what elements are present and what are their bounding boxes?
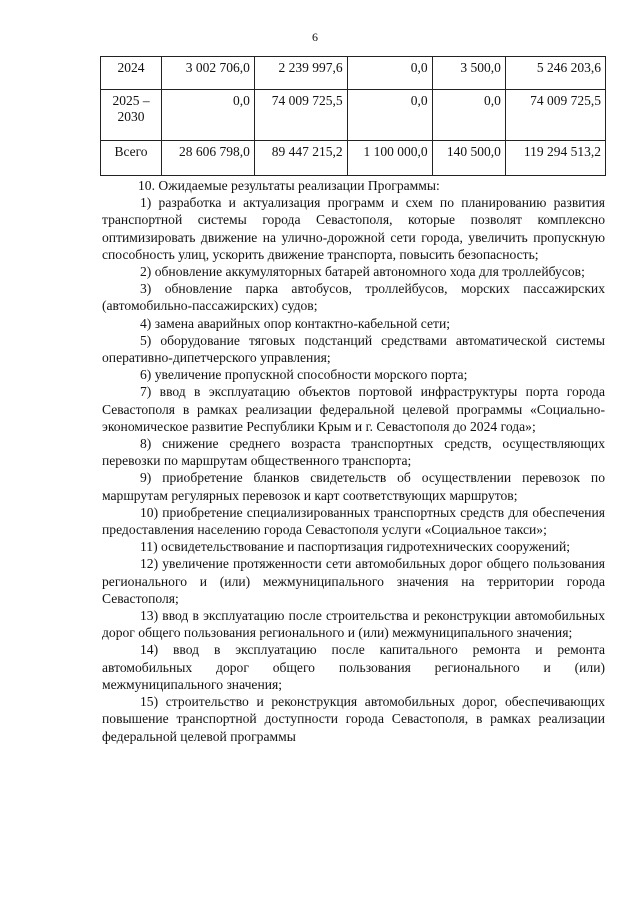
page-number: 6: [312, 30, 318, 44]
table-cell: 28 606 798,0: [162, 141, 255, 176]
table-cell: 5 246 203,6: [505, 57, 605, 90]
table-cell: 0,0: [347, 90, 432, 141]
table-cell: 74 009 725,5: [505, 90, 605, 141]
table-cell: 119 294 513,2: [505, 141, 605, 176]
table-cell: 140 500,0: [432, 141, 505, 176]
list-item: 10) приобретение специализированных транспортных средств для обеспечения предоставления населению города Севастополя услуги «Социальное такси»;: [102, 504, 605, 538]
document-body: [102, 177, 605, 745]
table-cell: 1 100 000,0: [347, 141, 432, 176]
list-item: 13) ввод в эксплуатацию после строительства и реконструкции автомобильных дорог общего пользования регионального и (или) межмуниципального значения;: [102, 608, 605, 641]
table-cell: 89 447 215,2: [254, 141, 347, 176]
table-row: [101, 57, 606, 90]
list-item: 3) обновление парка автобусов, троллейбусов, морских пассажирских (автомобильно-пассажирских) судов;: [102, 281, 605, 314]
table-cell: 0,0: [162, 90, 255, 141]
list-item: 9) приобретение бланков свидетельств об осуществлении перевозок по маршрутам регулярных перевозок и карт соответствующих маршрутов;: [102, 470, 605, 503]
list-item: 2) обновление аккумуляторных батарей автономного хода для троллейбусов;: [140, 264, 585, 280]
list-item: 15) строительство и реконструкция автомобильных дорог, обеспечивающих повышение транспортной доступности города Севастополя, в рамках реализации федеральной целевой программы: [102, 694, 605, 744]
table-cell-year: 2025 – 2030: [101, 90, 162, 141]
list-item: 7) ввод в эксплуатацию объектов портовой инфраструктуры порта города Севастополя в рамках реализации федеральной целевой программы «Социально-экономическое развитие Республики Крым и г. Севастополя до 2024 года»;: [102, 384, 605, 434]
table-cell: 74 009 725,5: [254, 90, 347, 141]
table-cell-year: Всего: [101, 141, 162, 176]
list-item: 8) снижение среднего возраста транспортных средств, осуществляющих перевозки по маршрутам общественного транспорта;: [102, 436, 605, 469]
table-cell: 3 500,0: [432, 57, 505, 90]
table-cell: 0,0: [347, 57, 432, 90]
list-item: 14) ввод в эксплуатацию после капитального ремонта и ремонта автомобильных дорог общего пользования регионального и (или) межмуниципального значения;: [102, 642, 605, 692]
table-cell-year: 2024: [101, 57, 162, 90]
list-item: 1) разработка и актуализация программ и схем по планированию развития транспортной системы города Севастополя, которые позволят комплексно оптимизировать движение на улично-дорожной сети города, увеличить пропускную способность улиц, ускорить движение транспорта, повысить безопасность;: [102, 195, 605, 262]
list-item: 4) замена аварийных опор контактно-кабельной сети;: [140, 315, 451, 331]
funding-table: [100, 56, 606, 176]
table-cell: 0,0: [432, 90, 505, 141]
table-row: [101, 141, 606, 176]
table-cell: 2 239 997,6: [254, 57, 347, 90]
list-item: 11) освидетельствование и паспортизация гидротехнических сооружений;: [140, 539, 571, 555]
table-cell: 3 002 706,0: [162, 57, 255, 90]
list-item: 5) оборудование тяговых подстанций средствами автоматической системы оперативно-дипетчерского управления;: [102, 332, 605, 366]
list-item: 12) увеличение протяженности сети автомобильных дорог общего пользования регионального и (или) межмуниципального значения на территории города Севастополя;: [102, 556, 605, 606]
section-heading: 10. Ожидаемые результаты реализации Программы:: [138, 178, 440, 193]
list-item: 6) увеличение пропускной способности морского порта;: [140, 367, 468, 383]
table-row: [101, 90, 606, 141]
